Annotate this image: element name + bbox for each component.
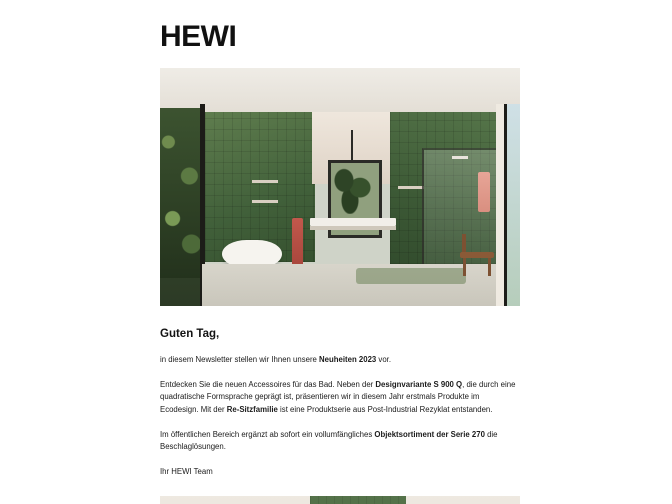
counter-edge — [310, 226, 396, 230]
emphasis-text: 270 — [471, 429, 485, 439]
garden-foliage — [160, 108, 202, 278]
body-text-run: , die durch eine quadratische Formsprache geprägt ist, präsentieren wir in diesem Jahr erstmals Produkte im Ecodesign. Mit der — [160, 379, 516, 414]
chair-leg-right — [488, 258, 491, 276]
paragraph-accessories — [160, 379, 520, 417]
body-text-run: Im öffentlichen Bereich ergänzt ab sofort ein vollumfängliches — [160, 429, 375, 439]
pink-towel — [478, 172, 490, 212]
emphasis-text: Designvariante — [375, 379, 432, 389]
wall-shelf-1 — [252, 180, 278, 183]
chair-back — [462, 234, 466, 254]
secondary-image-bathroom-detail — [160, 496, 520, 504]
hero-image-bathroom — [160, 68, 520, 306]
plant-decor — [332, 166, 372, 214]
green-tile-wall-2 — [310, 496, 406, 504]
shower-head — [452, 156, 468, 159]
body-text-run: ist eine Produktserie aus Post-Industrial Rezyklat entstanden. — [277, 404, 493, 414]
signoff-text: Ihr HEWI Team — [160, 466, 213, 476]
newsletter-body — [160, 328, 520, 478]
wooden-chair — [460, 234, 494, 276]
washbasin-counter — [310, 218, 396, 226]
red-towel — [292, 218, 303, 268]
intro-highlight: Neuheiten 2023 — [319, 355, 377, 364]
greeting-text: Guten Tag, — [160, 328, 220, 340]
chair-leg-left — [463, 258, 466, 276]
emphasis-text: Objektsortiment der Serie — [374, 429, 470, 439]
paragraph-objektsortiment — [160, 429, 520, 454]
intro-paragraph — [160, 354, 520, 367]
body-text-run: Entdecken Sie die neuen Accessoires für das Bad. Neben der — [160, 379, 376, 389]
floor-rug — [356, 268, 466, 284]
emphasis-text: S 900 Q — [433, 379, 463, 389]
intro-prefix: in diesem Newsletter stellen wir Ihnen unsere — [160, 355, 320, 364]
wall-shelf-3 — [398, 186, 424, 189]
wall-shelf-2 — [252, 200, 278, 203]
right-window — [504, 104, 520, 306]
mirror-suspension-rod — [351, 130, 353, 162]
brand-logo: HEWI — [160, 20, 237, 53]
emphasis-text: Re-Sitzfamilie — [226, 404, 278, 414]
intro-suffix: vor. — [376, 355, 391, 364]
newsletter-content-column — [160, 0, 520, 504]
ceiling-shape — [160, 68, 520, 114]
body-text-run: die Beschlaglösungen. — [160, 429, 498, 452]
